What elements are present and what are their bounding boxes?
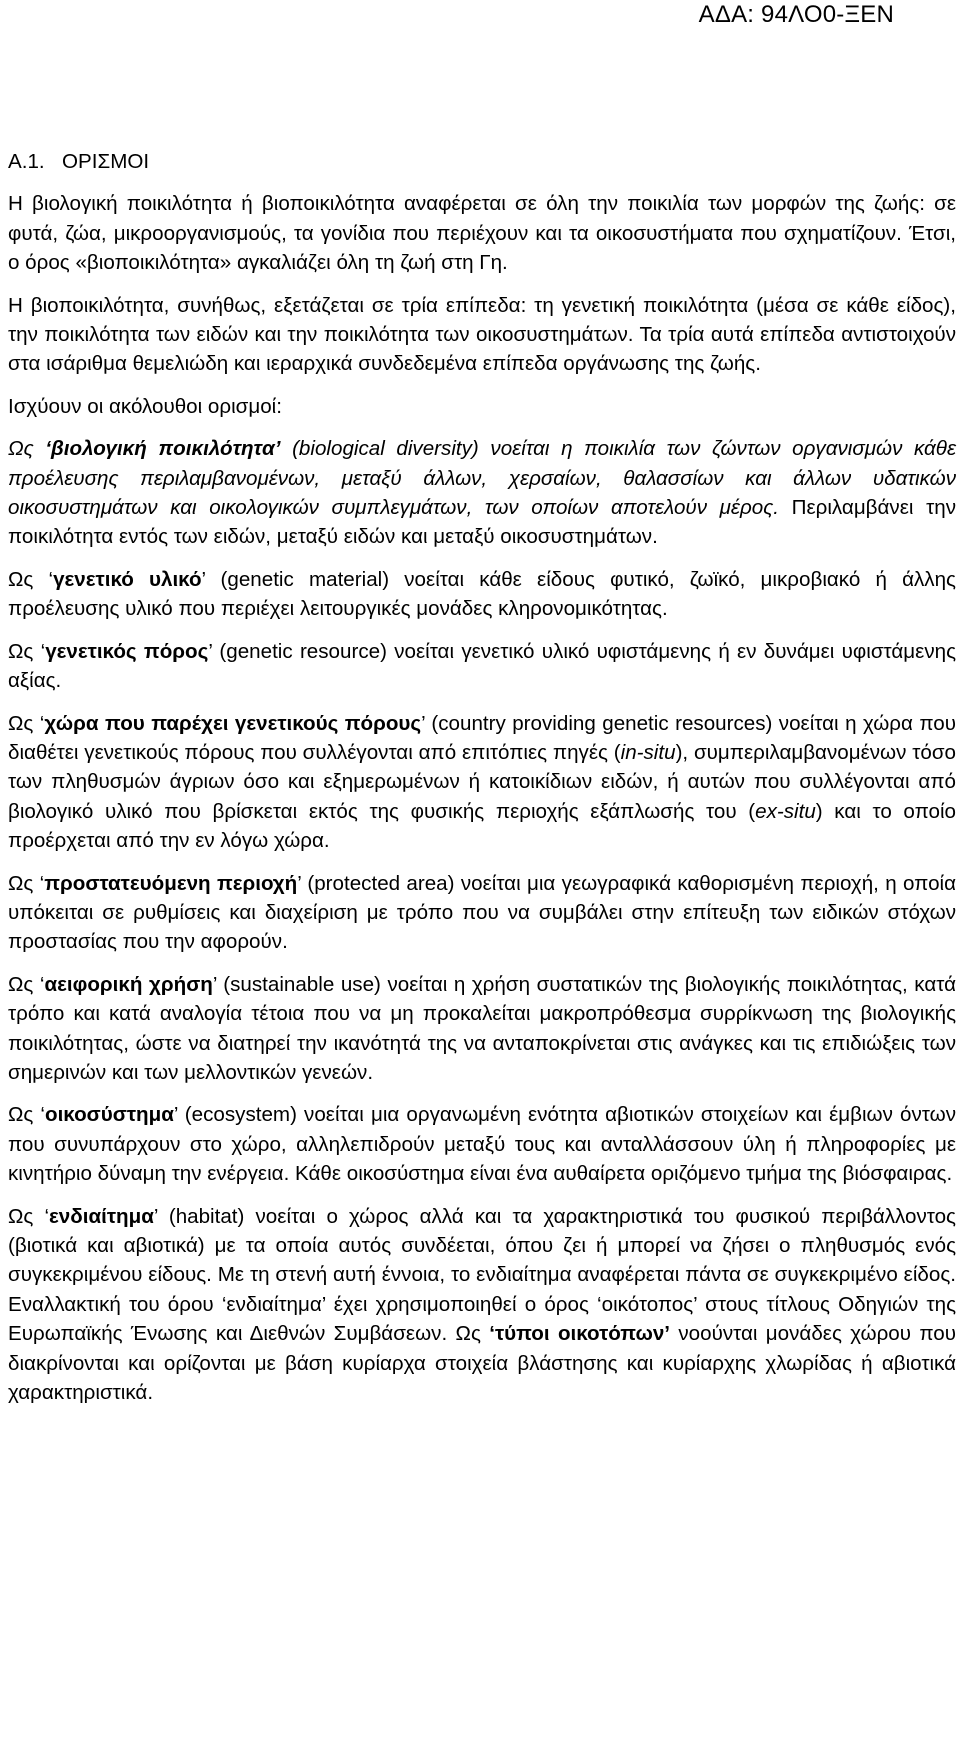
intro-paragraph-2: Η βιοποικιλότητα, συνήθως, εξετάζεται σε τρία επίπεδα: τη γενετική ποικιλότητα (μέσα σε κάθε είδος), την ποικιλότητα των ειδών και την ποικιλότητα των οικοσυστημάτων. Τα τρία αυτά επίπεδα αντιστοιχούν στα ισάριθμα θεμελιώδη και ιεραρχικά συνδεδεμένα επίπεδα οργάνωσης της ζωής. (8, 293, 956, 376)
section-heading (8, 147, 956, 176)
term-genetic-material: γενετικό υλικό (53, 567, 202, 591)
definition-genetic-material: Ως ‘γενετικό υλικό’ (genetic material) νοείται κάθε είδους φυτικό, ζωϊκό, μικροβιακό ή άλλης προέλευσης υλικό που περιέχει λειτουργικές μονάδες κληρονομικότητας. (8, 567, 956, 621)
term-genetic-resource: γενετικός πόρος (45, 639, 209, 663)
term-country-providing: χώρα που παρέχει γενετικούς πόρους (44, 711, 422, 735)
intro-paragraph-1: Η βιολογική ποικιλότητα ή βιοποικιλότητα αναφέρεται σε όλη την ποικιλία των μορφών της ζωής: σε φυτά, ζώα, μικροοργανισμούς, τα γονίδια που περιέχουν και τα οικοσυστήματα που σχηματίζουν. Έτσι, ο όρος «βιοποικιλότητα» αγκαλιάζει όλη τη ζωή στη Γη. (8, 192, 956, 275)
definition-ecosystem: Ως ‘οικοσύστημα’ (ecosystem) νοείται μια οργανωμένη ενότητα αβιοτικών στοιχείων και έμβιων όντων που συνυπάρχουν στο χώρο, αλληλεπιδρούν μεταξύ τους και ανταλλάσσουν ύλη ή πληροφορίες με κινητήριο δύναμη την ενέργεια. Κάθε οικοσύστημα είναι ένα αυθαίρετα οριζόμενο τμήμα της βιόσφαιρας. (8, 1103, 956, 1186)
definition-country-providing: Ως ‘χώρα που παρέχει γενετικούς πόρους’ (country providing genetic resources) νοείται η χώρα που διαθέτει γενετικούς πόρους που συλλέγονται από επιτόπιες πηγές (in-situ), συμπεριλαμβανομένων τόσο των πληθυσμών άγριων όσο και εξημερωμένων ή κατοικίδιων ειδών, ή αυτών που συλλέγονται από βιολογικό υλικό που βρίσκεται εκτός της φυσικής περιοχής εξάπλωσής του (ex-situ) και το οποίο προέρχεται από την εν λόγω χώρα. (8, 711, 957, 853)
intro-paragraph-3: Ισχύουν οι ακόλουθοι ορισμοί: (8, 394, 282, 418)
term-ecosystem: οικοσύστημα (45, 1103, 174, 1127)
document-ada-code: ΑΔΑ: 94ΛΟ0-ΞΕΝ (698, 1, 894, 28)
definition-habitat: Ως ‘ενδιαίτημα’ (habitat) νοείται ο χώρος αλλά και τα χαρακτηριστικά του φυσικού περιβάλλοντος (βιοτικά και αβιοτικά) με τα οποία αυτός συνδέεται, όπου ζει ή μπορεί να ζήσει ο πληθυσμός ενός συγκεκριμένου είδους. Με τη στενή αυτή έννοια, το ενδιαίτημα αναφέρεται πάντα σε συγκεκριμένο είδος. Εναλλακτική του όρου ‘ενδιαίτημα’ έχει χρησιμοποιηθεί ο όρος ‘οικότοπος’ στους τίτλους Οδηγιών της Ευρωπαϊκής Ένωσης και Διεθνών Συμβάσεων. Ως ‘τύποι οικοτόπων’ νοούνται μονάδες χώρου που διακρίνονται και ορίζονται με βάση κυρίαρχα στοιχεία βλάστησης και κυρίαρχης χλωρίδας ή αβιοτικά χαρακτηριστικά. (8, 1204, 956, 1405)
definition-biodiversity: Ως ‘βιολογική ποικιλότητα’ (biological diversity) νοείται η ποικιλία των ζώντων οργανισμών κάθε προέλευσης περιλαμβανομένων, μεταξύ άλλων, χερσαίων, θαλασσίων και άλλων υδατικών οικοσυστημάτων και οικολογικών συμπλεγμάτων, των οποίων αποτελούν μέρος. Περιλαμβάνει την ποικιλότητα εντός των ειδών, μεταξύ ειδών και μεταξύ οικοσυστημάτων. (8, 437, 956, 549)
in-situ-term: in-situ (620, 740, 676, 764)
document-body (8, 147, 956, 1420)
term-habitat-types: ‘τύποι οικοτόπων’ (489, 1322, 671, 1346)
section-title: ΟΡΙΣΜΟΙ (62, 150, 150, 173)
definition-genetic-resource: Ως ‘γενετικός πόρος’ (genetic resource) νοείται γενετικό υλικό υφιστάμενης ή εν δυνάμει υφιστάμενης αξίας. (8, 639, 957, 693)
term-habitat: ενδιαίτημα (49, 1204, 154, 1228)
section-number: Α.1. (8, 150, 45, 173)
term-biodiversity: ‘βιολογική ποικιλότητα’ (45, 437, 281, 461)
definition-protected-area: Ως ‘προστατευόμενη περιοχή’ (protected area) νοείται μια γεωγραφικά καθορισμένη περιοχή, η οποία υπόκειται σε ρυθμίσεις και διαχείριση με τρόπο που να συμβάλει στην επίτευξη των ειδικών στόχων προστασίας που την αφορούν. (8, 871, 956, 954)
ex-situ-term: ex-situ (755, 799, 816, 823)
term-protected-area: προστατευόμενη περιοχή (44, 871, 298, 895)
term-sustainable-use: αειφορική χρήση (44, 972, 213, 996)
definition-sustainable-use: Ως ‘αειφορική χρήση’ (sustainable use) νοείται η χρήση συστατικών της βιολογικής ποικιλότητας, κατά τρόπο και κατά αναλογία τέτοια που να μη προκαλείται μακροπρόθεσμα συρρίκνωση της βιολογικής ποικιλότητας, ώστε να διατηρεί την ικανότητά της να ανταποκρίνεται στις ανάγκες και τις επιδιώξεις των σημερινών και των μελλοντικών γενεών. (8, 972, 957, 1084)
